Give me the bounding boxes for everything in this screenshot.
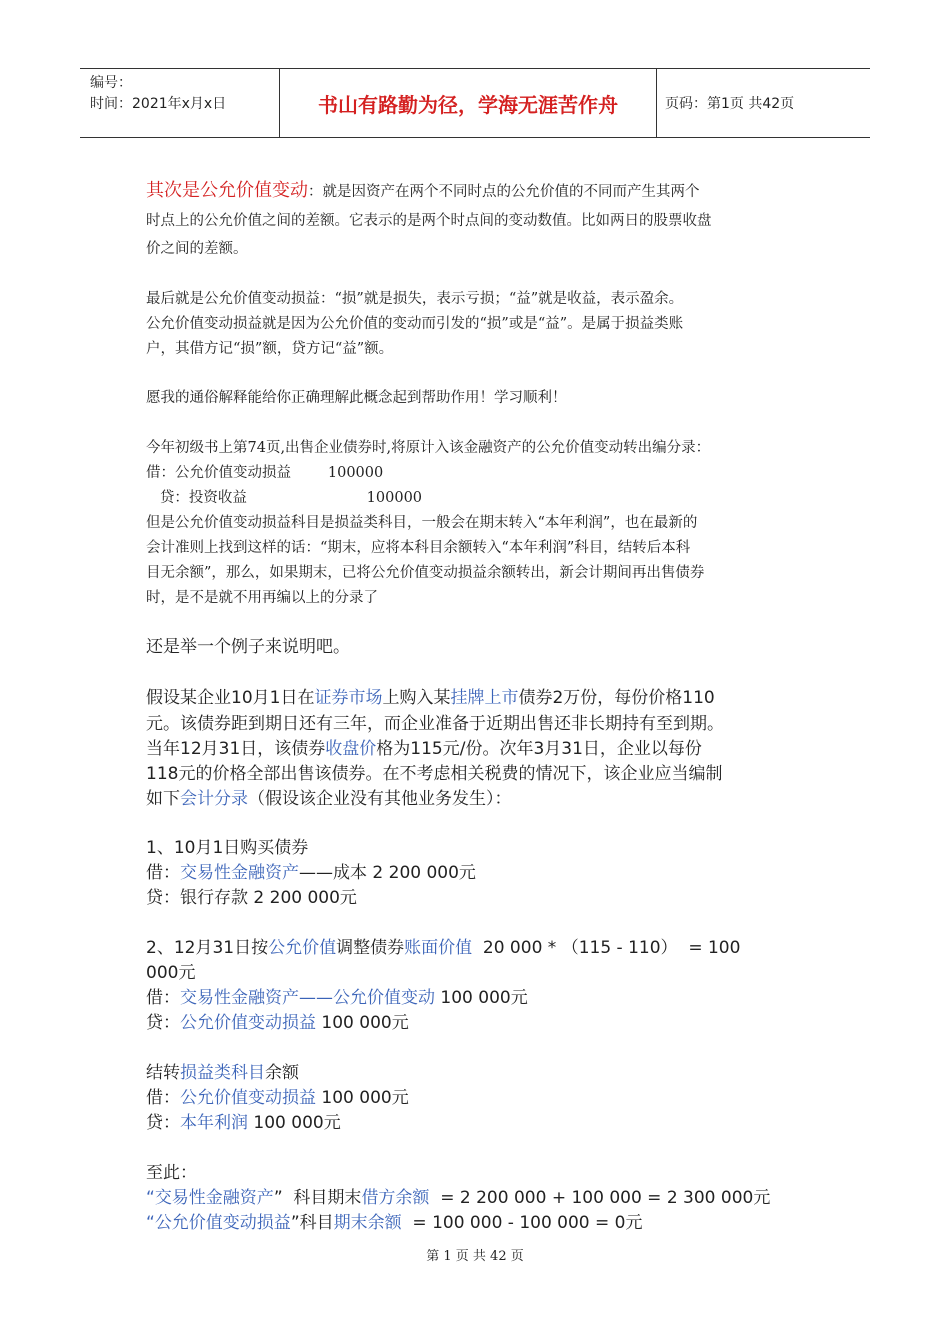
page-header <box>80 68 870 138</box>
header-meta <box>80 69 280 137</box>
para5: 还是举一个例子来说明吧。 <box>146 637 350 657</box>
example-line3: 当年12月31日，该债券收盘价格为115元/份。次年3月31日，企业以每份 <box>146 739 702 759</box>
para2-line3: 户，其借方记“损”额，贷方记“益”额。 <box>146 341 394 357</box>
link-debit-balance[interactable]: 借方余额 <box>361 1188 430 1208</box>
entry3-credit: 贷：本年利润 100 000元 <box>146 1113 341 1133</box>
link-trading-financial-assets-2[interactable]: 交易性金融资产 <box>154 1188 274 1208</box>
link-current-year-profit[interactable]: 本年利润 <box>180 1113 248 1133</box>
link-fv-change-gain-loss-2[interactable]: 公允价值变动损益 <box>180 1088 316 1108</box>
para1-title: 其次是公允价值变动 <box>146 180 308 201</box>
example-line5: 如下会计分录（假设该企业没有其他业务发生）： <box>146 789 512 809</box>
para4-line2: 借：公允价值变动损益 100000 <box>146 465 384 481</box>
link-fair-value[interactable]: 公允价值 <box>268 938 337 958</box>
header-page-label: 页码：第1页 共42页 <box>665 96 795 112</box>
entry3-title: 结转损益类科目余额 <box>146 1063 299 1083</box>
link-closing-price[interactable]: 收盘价 <box>325 739 377 759</box>
entry2-title-cont: 000元 <box>146 963 196 983</box>
link-fv-change-gain-loss-3[interactable]: 公允价值变动损益 <box>154 1213 291 1233</box>
page-footer: 第 1 页 共 42 页 <box>426 1249 524 1264</box>
para1-rest: ：就是因资产在两个不同时点的公允价值的不同而产生其两个 <box>308 184 700 200</box>
entry1-debit: 借：交易性金融资产——成本 2 200 000元 <box>146 863 476 883</box>
example-line4: 118元的价格全部出售该债券。在不考虑相关税费的情况下，该企业应当编制 <box>146 764 723 784</box>
entry2-title: 2、12月31日按公允价值调整债券账面价值 20 000 * （115 - 110） = 100 <box>146 938 741 958</box>
link-book-value[interactable]: 账面价值 <box>404 938 473 958</box>
summary-line2: “公允价值变动损益”科目期末余额 = 100 000 - 100 000 = 0元 <box>146 1213 643 1233</box>
para1-line2: 时点上的公允价值之间的差额。它表示的是两个时点间的变动数值。比如两日的股票收盘 <box>146 213 712 229</box>
example-line1: 假设某企业10月1日在证券市场上购入某挂牌上市债券2万份，每份价格110 <box>146 688 715 708</box>
link-fv-change-gain-loss[interactable]: 公允价值变动损益 <box>180 1013 316 1033</box>
summary-line1: “交易性金融资产” 科目期末借方余额 = 2 200 000 + 100 000 = 2 300 000元 <box>146 1188 771 1208</box>
entry1-title: 1、10月1日购买债券 <box>146 838 309 858</box>
entry2-credit: 贷：公允价值变动损益 100 000元 <box>146 1013 409 1033</box>
para4-line6: 目无余额”，那么，如果期末，已将公允价值变动损益余额转出，新会计期间再出售债券 <box>146 565 705 581</box>
link-ending-balance[interactable]: 期末余额 <box>333 1213 402 1233</box>
entry2-debit: 借：交易性金融资产——公允价值变动 100 000元 <box>146 988 528 1008</box>
para3: 愿我的通俗解释能给你正确理解此概念起到帮助作用！学习顺利！ <box>146 390 567 406</box>
link-profit-loss-accounts[interactable]: 损益类科目 <box>180 1063 265 1083</box>
para1-line3: 价之间的差额。 <box>146 241 248 257</box>
number-label: 编号： <box>90 75 132 91</box>
link-securities-market[interactable]: 证券市场 <box>314 688 383 708</box>
example-line2: 元。该债券距到期日还有三年，而企业准备于近期出售还非长期持有至到期。 <box>146 714 724 734</box>
entry3-debit: 借：公允价值变动损益 100 000元 <box>146 1088 409 1108</box>
link-trading-assets-fv-change[interactable]: 交易性金融资产——公允价值变动 <box>180 988 435 1008</box>
para4-line5: 会计准则上找到这样的话：“期末，应将本科目余额转入“本年利润”科目，结转后本科 <box>146 540 691 556</box>
para4-line3: 贷：投资收益 100000 <box>146 490 423 506</box>
link-listed[interactable]: 挂牌上市 <box>450 688 519 708</box>
summary-title: 至此： <box>146 1163 197 1183</box>
entry1-credit: 贷：银行存款 2 200 000元 <box>146 888 357 908</box>
header-motto: 书山有路勤为径，学海无涯苦作舟 <box>280 69 657 137</box>
para4-line4: 但是公允价值变动损益科目是损益类科目，一般会在期末转入“本年利润”，也在最新的 <box>146 515 698 531</box>
link-accounting-entry[interactable]: 会计分录 <box>180 789 248 809</box>
para2-line2: 公允价值变动损益就是因为公允价值的变动而引发的“损”或是“益”。是属于损益类账 <box>146 316 684 332</box>
para1-line1 <box>146 176 700 202</box>
para4-line7: 时，是不是就不用再编以上的分录了 <box>146 590 378 606</box>
para2-line1: 最后就是公允价值变动损益：“损”就是损失，表示亏损；“益”就是收益，表示盈余。 <box>146 291 684 307</box>
para4-line1: 今年初级书上第74页,出售企业债券时,将原计入该金融资产的公允价值变动转出编分录： <box>146 440 711 456</box>
link-trading-financial-assets[interactable]: 交易性金融资产 <box>180 863 299 883</box>
time-label: 时间：2021年x月x日 <box>90 96 227 112</box>
